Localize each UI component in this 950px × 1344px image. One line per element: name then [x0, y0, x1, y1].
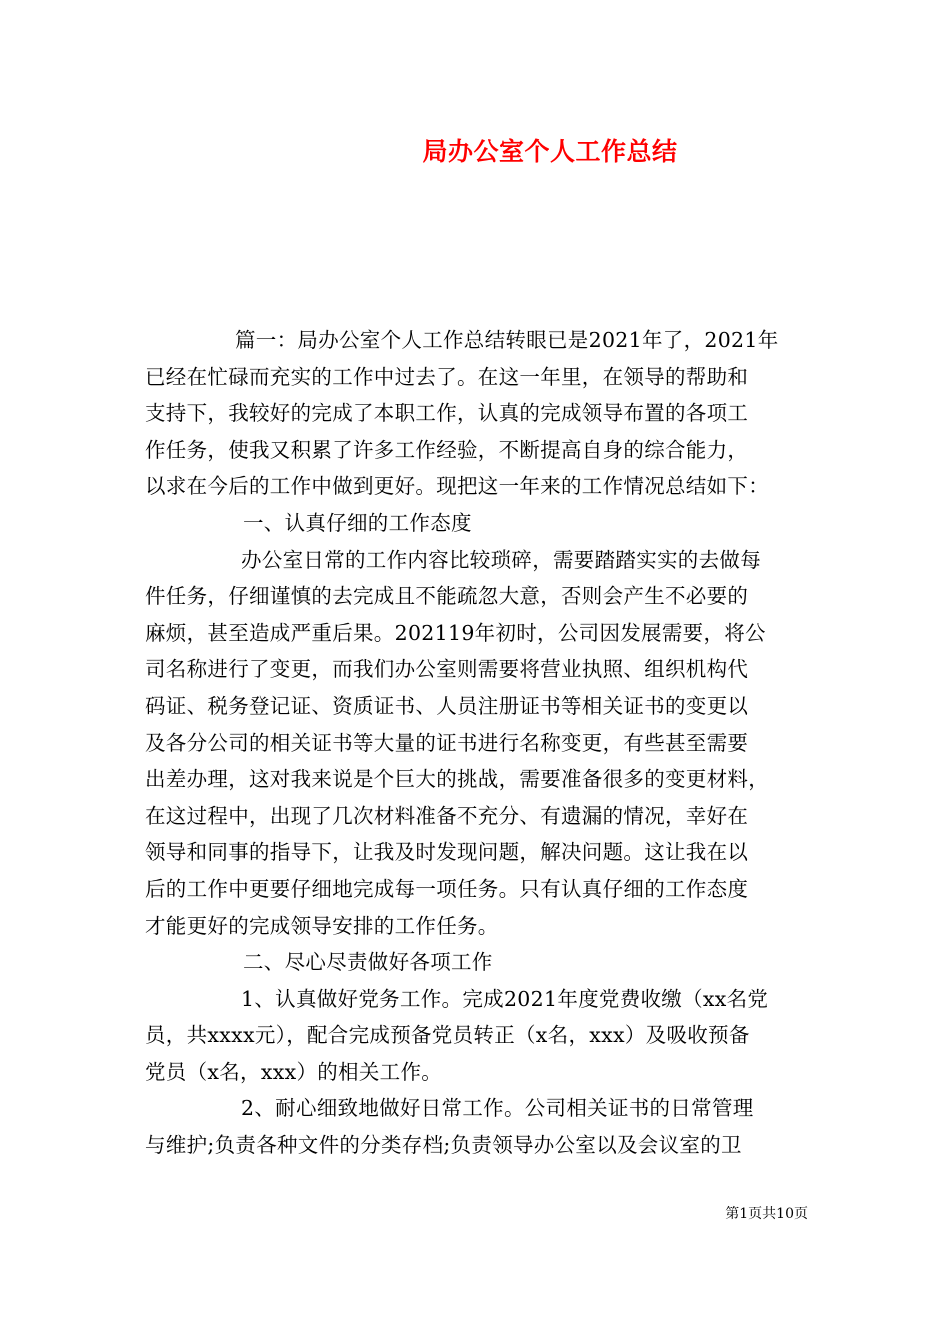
paragraph-line: 领导和同事的指导下，让我及时发现问题，解决问题。这让我在以	[145, 840, 749, 865]
document-title: 局办公室个人工作总结	[422, 137, 678, 166]
page-number: 第1页共10页	[725, 1206, 808, 1222]
paragraph-line: 件任务，仔细谨慎的去完成且不能疏忽大意，否则会产生不必要的	[145, 584, 749, 609]
paragraph-line: 作任务，使我又积累了许多工作经验，不断提高自身的综合能力，	[145, 437, 749, 462]
paragraph-line: 以求在今后的工作中做到更好。现把这一年来的工作情况总结如下：	[145, 474, 769, 499]
paragraph-line: 在这过程中，出现了几次材料准备不充分、有遗漏的情况，幸好在	[145, 803, 749, 828]
paragraph-line: 党员（x名，xxx）的相关工作。	[145, 1059, 443, 1084]
paragraph-line: 1、认真做好党务工作。完成2021年度党费收缴（xx名党	[241, 986, 769, 1011]
paragraph-line: 司名称进行了变更，而我们办公室则需要将营业执照、组织机构代	[145, 657, 749, 682]
paragraph-line: 出差办理，这对我来说是个巨大的挑战，需要准备很多的变更材料，	[145, 767, 769, 792]
paragraph-line: 支持下，我较好的完成了本职工作，认真的完成领导布置的各项工	[145, 401, 749, 426]
paragraph-line: 2、耐心细致地做好日常工作。公司相关证书的日常管理	[241, 1096, 754, 1121]
section-heading: 二、尽心尽责做好各项工作	[243, 950, 493, 975]
paragraph-line: 后的工作中更要仔细地完成每一项任务。只有认真仔细的工作态度	[145, 876, 749, 901]
paragraph-line: 与维护;负责各种文件的分类存档;负责领导办公室以及会议室的卫	[145, 1133, 742, 1158]
paragraph-line: 及各分公司的相关证书等大量的证书进行名称变更，有些甚至需要	[145, 730, 749, 755]
paragraph-line: 码证、税务登记证、资质证书、人员注册证书等相关证书的变更以	[145, 693, 749, 718]
paragraph-line: 办公室日常的工作内容比较琐碎，需要踏踏实实的去做每	[241, 547, 761, 572]
paragraph-line: 才能更好的完成领导安排的工作任务。	[145, 913, 499, 938]
paragraph-line: 员，共xxxx元），配合完成预备党员转正（x名，xxx）及吸收预备	[145, 1023, 750, 1048]
section-heading: 一、认真仔细的工作态度	[243, 510, 472, 535]
paragraph-line: 麻烦，甚至造成严重后果。202119年初时，公司因发展需要，将公	[145, 620, 766, 645]
document-body	[145, 322, 815, 1164]
paragraph-line: 篇一：局办公室个人工作总结转眼已是2021年了，2021年	[235, 328, 779, 352]
paragraph-line: 已经在忙碌而充实的工作中过去了。在这一年里，在领导的帮助和	[145, 364, 749, 389]
